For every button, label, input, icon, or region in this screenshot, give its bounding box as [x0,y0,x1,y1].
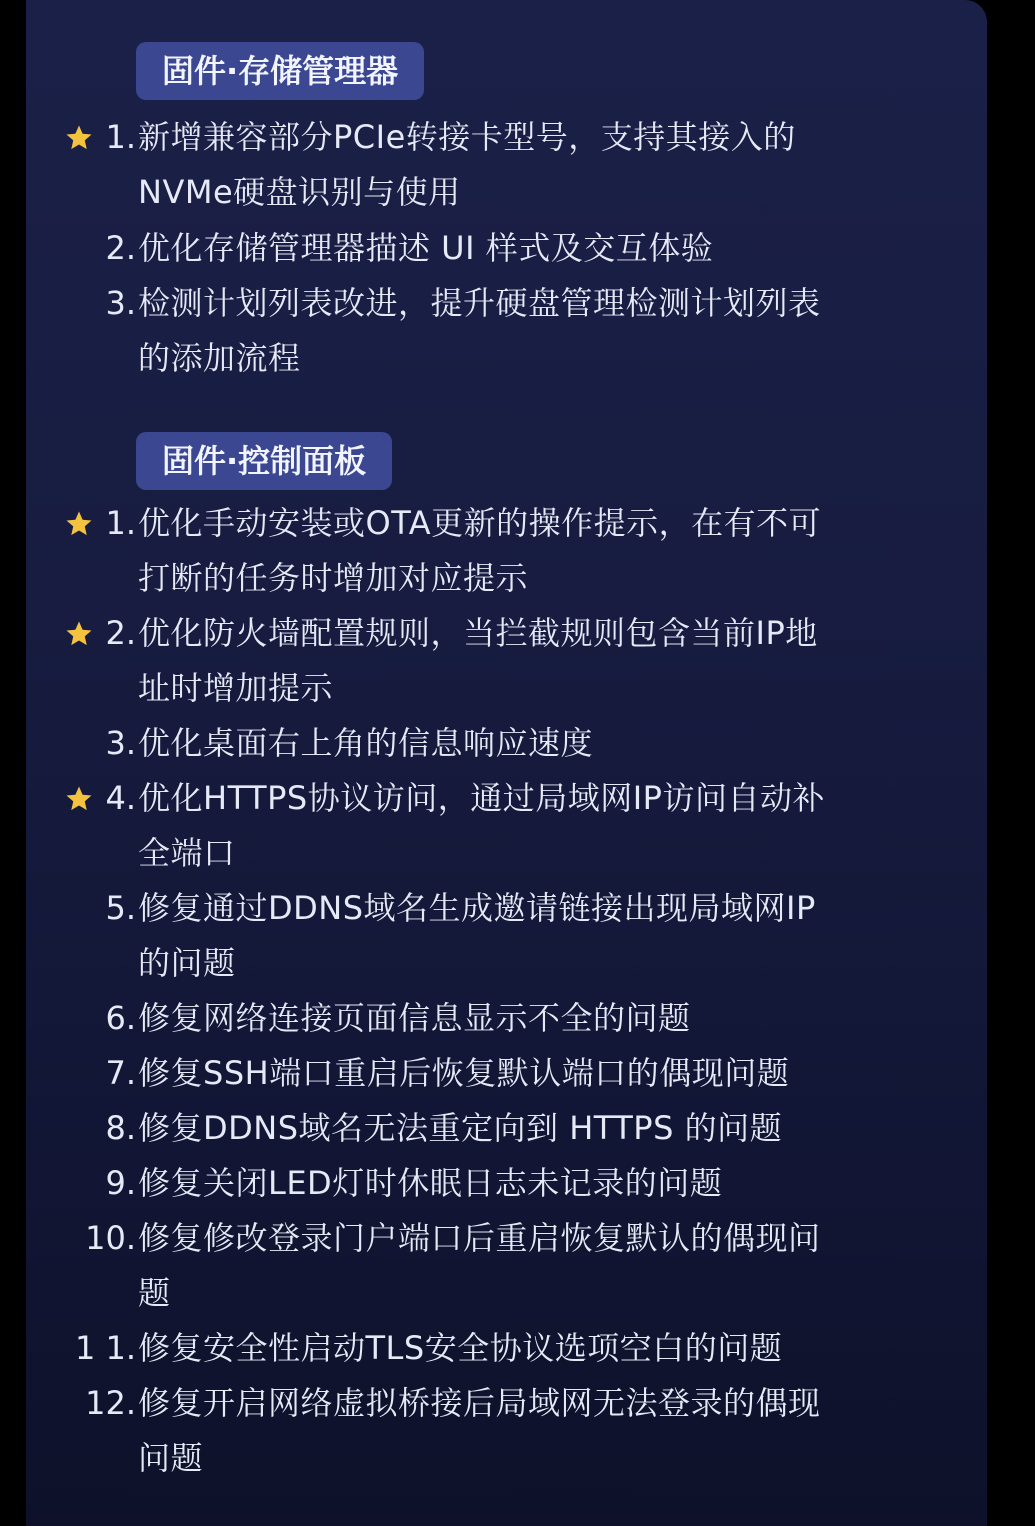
item-text: 修复SSH端口重启后恢复默认端口的偶现问题 [138,1054,790,1092]
release-notes-panel [26,0,987,1526]
item-number: 2. [105,614,136,652]
item-number: 1. [105,118,136,156]
item-text: 修复关闭LED灯时休眠日志未记录的问题 [138,1164,723,1202]
item-number: 3. [105,724,136,762]
item-text: 修复通过DDNS域名生成邀请链接出现局域网IP 的问题 [138,889,816,982]
item-text: 优化防火墙配置规则，当拦截规则包含当前IP地 址时增加提示 [138,614,818,707]
section-badge-control-panel: 固件·控制面板 [136,432,392,490]
item-text: 优化HTTPS协议访问，通过局域网IP访问自动补 全端口 [138,779,825,872]
item-number: 7. [105,1054,136,1092]
item-number: 1 1. [74,1329,136,1367]
item-number: 12. [85,1384,136,1422]
item-text: 修复修改登录门户端口后重启恢复默认的偶现问 题 [138,1219,821,1312]
item-text: 修复开启网络虚拟桥接后局域网无法登录的偶现 问题 [138,1384,821,1477]
item-text: 修复安全性启动TLS安全协议选项空白的问题 [138,1329,783,1367]
item-text: 检测计划列表改进，提升硬盘管理检测计划列表 的添加流程 [138,284,821,377]
item-number: 9. [105,1164,136,1202]
item-text: 修复DDNS域名无法重定向到 HTTPS 的问题 [138,1109,783,1147]
item-number: 1. [105,504,136,542]
item-number: 2. [105,229,136,267]
item-number: 10. [85,1219,136,1257]
item-number: 4. [105,779,136,817]
item-number: 8. [105,1109,136,1147]
item-text: 优化手动安装或OTA更新的操作提示，在有不可 打断的任务时增加对应提示 [138,504,822,597]
item-number: 3. [105,284,136,322]
item-text: 新增兼容部分PCIe转接卡型号，支持其接入的 NVMe硬盘识别与使用 [138,118,796,211]
item-text: 优化桌面右上角的信息响应速度 [138,724,594,762]
item-text: 优化存储管理器描述 UI 样式及交互体验 [138,229,714,267]
item-text: 修复网络连接页面信息显示不全的问题 [138,999,691,1037]
item-number: 5. [105,889,136,927]
section-badge-storage-manager: 固件·存储管理器 [136,42,424,100]
item-number: 6. [105,999,136,1037]
